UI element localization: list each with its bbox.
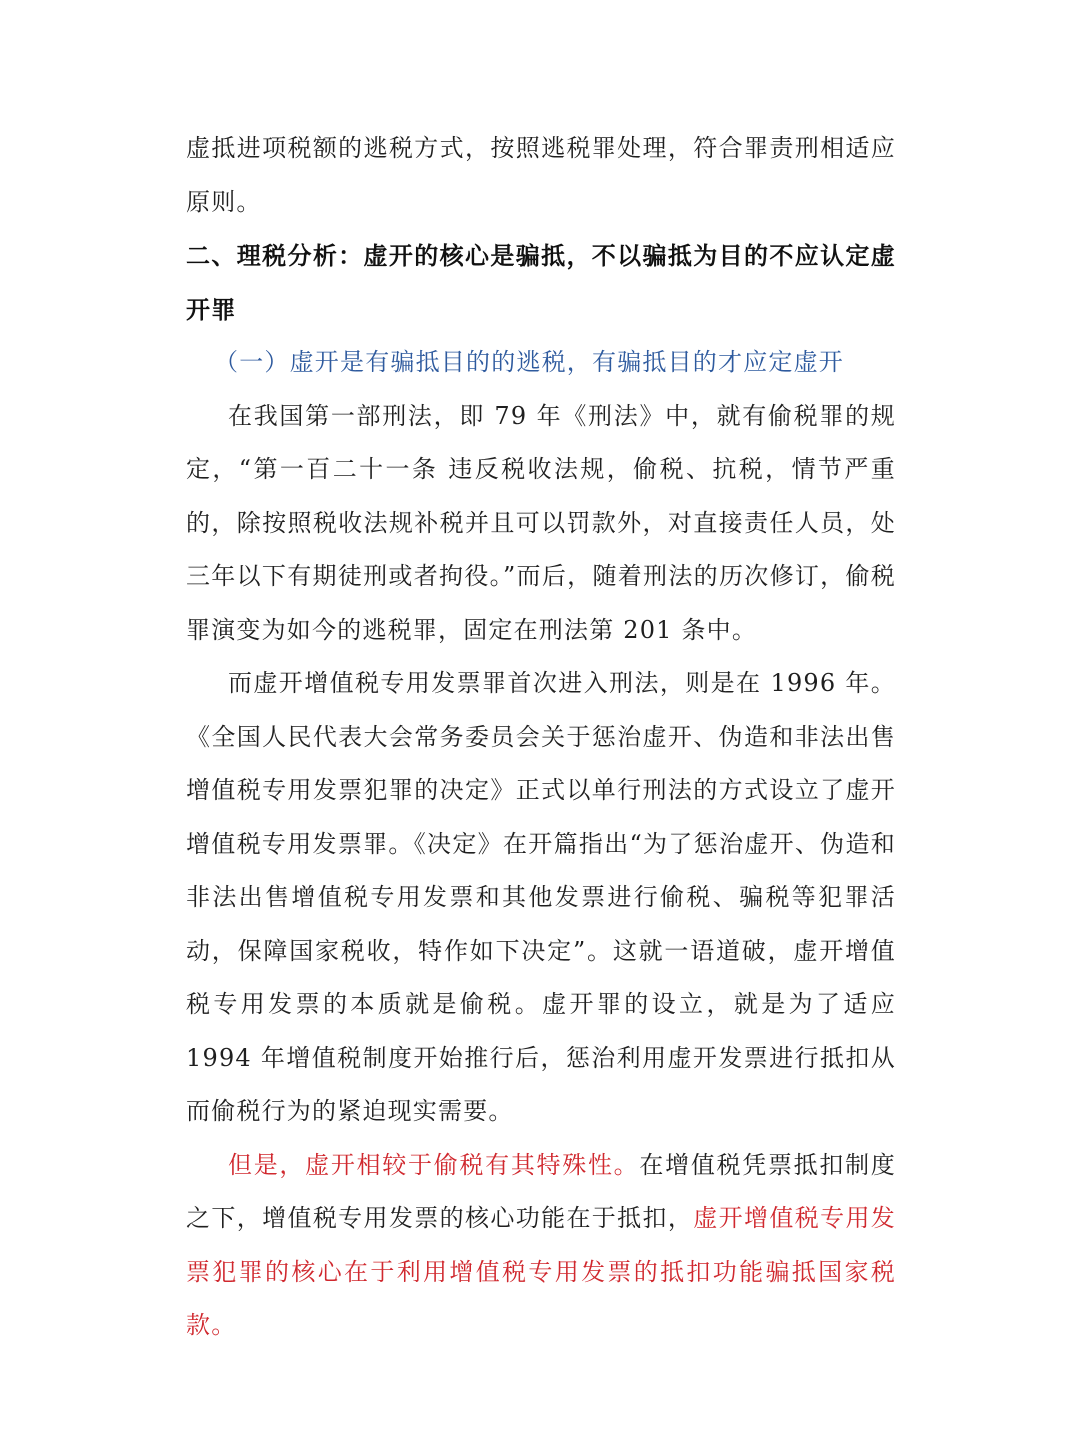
paragraph-particularity [186,1139,896,1353]
subsection-heading: （一）虚开是有骗抵目的的逃税，有骗抵目的才应定虚开 [214,348,844,376]
highlight-text-1: 但是，虚开相较于偷税有其特殊性。 [228,1150,640,1179]
paragraph-criminal-law-1979: 在我国第一部刑法，即 79 年《刑法》中，就有偷税罪的规定，“第一百二十一条 违反税收法规，偷税、抗税，情节严重的，除按照税收法规补税并且可以罚款外，对直接责任人员，处三年以下有期徒刑或者拘役。”而后，随着刑法的历次修订，偷税罪演变为如今的逃税罪，固定在刑法第 201 条中。 [186,401,896,644]
section-heading: 二、理税分析：虚开的核心是骗抵，不以骗抵为目的不应认定虚开罪 [186,241,896,324]
highlight-text-2: 虚开增值税专用发票犯罪的核心在于利用增值税专用发票的抵扣功能骗抵国家税款。 [186,1204,897,1339]
normal-text: 在增值税凭票抵扣制度之下，增值税专用发票的核心功能在于抵扣， [186,1150,896,1232]
paragraph-vat-invoice-crime: 而虚开增值税专用发票罪首次进入刑法，则是在 1996 年。《全国人民代表大会常务委员会关于惩治虚开、伪造和非法出售增值税专用发票犯罪的决定》正式以单行刑法的方式设立了虚开增值税专用发票罪。《决定》在开篇指出“为了惩治虚开、伪造和非法出售增值税专用发票和其他发票进行偷税、骗税等犯罪活动，保障国家税收，特作如下决定”。这就一语道破，虚开增值税专用发票的本质就是偷税。虚开罪的设立，就是为了适应 1994 年增值税制度开始推行后，惩治利用虚开发票进行抵扣从而偷税行为的紧迫现实需要。 [186,669,896,1125]
paragraph-continuation: 虚抵进项税额的逃税方式，按照逃税罪处理，符合罪责刑相适应原则。 [186,134,896,216]
document-body [186,122,896,1353]
